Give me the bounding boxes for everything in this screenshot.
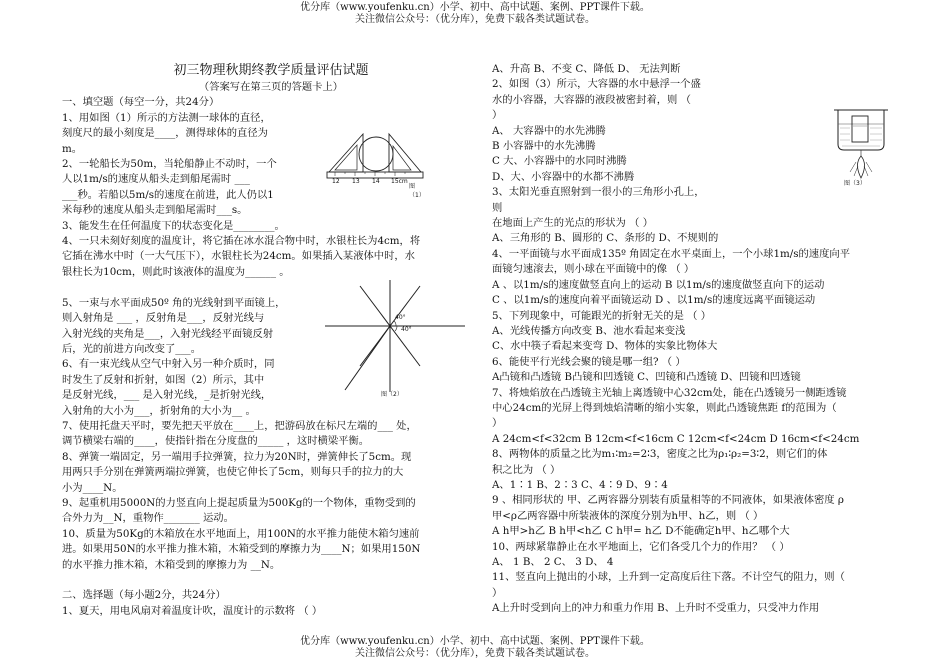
page-footer: [0, 636, 950, 660]
right-question-line: A、1∶1 B、2∶3 C、4∶9 D、9∶4: [492, 478, 668, 491]
right-question-line: A上升时受到向上的冲力和重力作用 B、上升时不受重力，只受冲力作用: [492, 602, 820, 615]
left-question-line: ___秒。若船以5m/s的速度在前进，此人仍以1: [62, 188, 274, 201]
right-question-line: A、升高 B、不变 C、降低 D、 无法判断: [492, 63, 681, 75]
left-question-line: 是反射光线，___ 是入射光线，_是折射光线，: [62, 389, 272, 402]
angle-label-upper: 40°: [395, 314, 406, 321]
left-question-line: 合外力为__N，重物作_______ 运动。: [62, 512, 234, 525]
left-question-line: 7、使用托盘天平时，要先把天平放在____上，把游码放在标尺左端的___ 处，: [62, 419, 417, 432]
right-question-line: 9 、相同形状的 甲、乙两容器分别装有质量相等的不同液体，如果液体密度 ρ: [492, 494, 844, 507]
angle-label-lower: 40°: [401, 326, 412, 333]
left-question-line: 2、一轮船长为50m，当轮船静止不动时，一个: [62, 158, 277, 171]
right-question-line: A、 1 B、 2 C、 3 D、 4: [492, 556, 614, 568]
left-question-line: 它插在沸水中时（一大气压下），水银柱长为24cm。如果插入某液体中时，水: [62, 250, 415, 263]
left-question-line: 则入射角是 ___ ，反射角是___，反射光线与: [62, 312, 265, 325]
figure-1-caption: 图（1）: [409, 183, 425, 199]
ruler-tick-15cm: 15cm: [391, 178, 408, 185]
right-question-line: 面镜匀速滚去，则小球在平面镜中的像 （ ）: [492, 263, 695, 276]
left-question-line: 二、选择题（每小题2分，共24分）: [62, 589, 226, 602]
left-question-line: 调节横梁右端的____，使指针指在分度盘的_____ ，这时横梁平衡。: [62, 435, 370, 448]
left-question-line: 10、质量为50Kg的木箱放在水平地面上，用100N的水平推力能使木箱匀速前: [62, 527, 420, 540]
left-question-line: 小为____N。: [62, 481, 123, 494]
right-question-line: 11、竖直向上抛出的小球，上升到一定高度后往下落。不计空气的阻力，则（: [492, 571, 845, 584]
right-question-line: 则: [492, 201, 503, 214]
right-question-line: C 大、小容器中的水同时沸腾: [492, 155, 627, 168]
left-question-line: m。: [62, 142, 83, 155]
header-line-1: 优分库（www.youfenku.cn）小学、初中、高中试题、案例、PPT课件下载。: [300, 2, 650, 13]
left-question-line: 4、一只未刻好刻度的温度计，将它插在冰水混合物中时，水银柱长为4cm，将: [62, 235, 421, 248]
ruler-tick-12: 12: [332, 178, 340, 185]
right-question-line: D、大、小容器中的水都不沸腾: [492, 170, 635, 183]
left-question-line: 3、能发生在任何温度下的状态变化是________。: [62, 219, 285, 232]
footer-line-2: 关注微信公众号：（优分库），免费下载各类试题试卷。: [355, 648, 595, 659]
left-question-line: 时发生了反射和折射，如图（2）所示，其中: [62, 373, 265, 386]
left-question-line: 用两只手分别在弹簧两端拉弹簧，也使它伸长了5cm，则每只手的拉力的大: [62, 466, 404, 479]
figure-3-caption: 图（3）: [844, 180, 866, 187]
left-question-line: 刻度尺的最小刻度是____，测得球体的直径为: [62, 127, 268, 140]
left-question-line: 1、用如图（1）所示的方法测一球体的直径，: [62, 111, 271, 124]
right-question-line: 积之比为 （ ）: [492, 463, 561, 476]
right-question-line: 甲<ρ乙两容器中所装液体的深度分别为h甲、h乙，则 （ ）: [492, 509, 764, 522]
left-question-line: 8、弹簧一端固定，另一端用手拉弹簧，拉力为20N时，弹簧伸长了5cm。现: [62, 450, 412, 463]
left-question-line: 银柱长为10cm，则此时该液体的温度为______ 。: [62, 265, 290, 278]
right-question-line: A凸镜和凸透镜 B凸镜和凹透镜 C、凹镜和凸透镜 D、凹镜和凹透镜: [492, 371, 801, 384]
right-question-line: 5、下列现象中，可能跟光的折射无关的是 （ ）: [492, 309, 712, 322]
header-line-2: 关注微信公众号：（优分库），免费下载各类试题试卷。: [355, 14, 595, 25]
right-question-line: A、 大容器中的水先沸腾: [492, 124, 606, 137]
exam-subtitle: （答案写在第三页的答题卡上）: [198, 81, 344, 93]
right-question-line: A 、以1m/s的速度做竖直向上的运动 B 以1m/s的速度做竖直向下的运动: [492, 278, 825, 291]
figure-2-caption: 图（2）: [381, 391, 403, 398]
footer-line-1: 优分库（www.youfenku.cn）小学、初中、高中试题、案例、PPT课件下载。: [300, 636, 650, 647]
exam-title: 初三物理秋期终教学质量评估试题: [173, 63, 369, 78]
right-question-line: 8、两物体的质量之比为m₁∶m₂=2∶3，密度之比为ρ₁∶ρ₂=3∶2，则它们的体: [492, 448, 828, 461]
right-question-line: ）: [492, 109, 503, 122]
left-question-line: 的水平推力推木箱，木箱受到的摩擦力为 __N。: [62, 558, 281, 571]
left-question-line: 9、起重机用5000N的力竖直向上提起质量为500Kg的一个物体，重物受到的: [62, 496, 416, 509]
left-question-line: 6、有一束光线从空气中射入另一种介质时，同: [62, 358, 275, 371]
left-question-line: 入射光线的夹角是___，入射光线经平面镜反射: [62, 327, 274, 340]
left-question-line: 1、夏天，用电风扇对着温度计吹，温度计的示数将 （ ）: [62, 604, 323, 617]
left-question-line: 米每秒的速度从船头走到船尾需时___s。: [62, 204, 248, 217]
right-question-line: C 、以1m/s的速度向着平面镜运动 D 、以1m/s的速度远离平面镜运动: [492, 294, 816, 307]
right-question-line: A、光线传播方向改变 B、池水看起来变浅: [492, 324, 686, 337]
figure-1-ruler-diagram: [325, 130, 425, 199]
left-question-line: 人以1m/s的速度从船头走到船尾需时 ___: [62, 173, 250, 186]
right-question-line: 水的小容器，大容器的液段被密封着，则 （: [492, 93, 691, 106]
ruler-tick-14: 14: [372, 178, 380, 185]
ruler-tick-13: 13: [352, 178, 360, 185]
left-question-line: 进。如果用50N的水平推力推木箱，木箱受到的摩擦力为____N；如果用150N: [62, 543, 421, 556]
right-question-line: 2、如图（3）所示，大容器的水中悬浮一个盛: [492, 78, 701, 91]
right-question-line: 4、一平面镜与水平面成135º 角固定在水平桌面上，一个小球1m/s的速度向平: [492, 247, 850, 260]
right-question-line: A、三角形的 B、圆形的 C、条形的 D、不规则的: [492, 232, 719, 245]
right-question-line: A 24cm<f<32cm B 12cm<f<16cm C 12cm<f<24cm D 16cm<f<24cm: [492, 432, 860, 445]
figure-3-container-diagram: [830, 102, 892, 188]
right-question-line: 在地面上产生的光点的形状为 （ ）: [492, 217, 653, 230]
right-question-line: B 小容器中的水先沸腾: [492, 140, 596, 153]
right-question-line: ）: [492, 586, 503, 599]
left-question-line: [62, 573, 480, 588]
right-question-line: C、水中筷子看起来变弯 D、物体的实象比物体大: [492, 340, 718, 353]
left-question-line: 一、填空题（每空一分，共24分）: [62, 96, 220, 109]
left-question-line: 后，光的前进方向改变了___。: [62, 342, 202, 355]
right-question-line: ）: [492, 417, 503, 430]
right-question-line: 3、太阳光垂直照射到一很小的三角形小孔上，: [492, 186, 705, 199]
figure-2-light-rays-diagram: [325, 278, 465, 398]
right-question-line: 6、能使平行光线会聚的镜是哪一组? （ ）: [492, 355, 686, 368]
left-question-line: 入射角的大小为___，折射角的大小为__ 。: [62, 404, 256, 417]
right-question-line: A h甲>h乙 B h甲<h乙 C h甲= h乙 D不能确定h甲、h乙哪个大: [492, 525, 790, 538]
right-question-line: 10、两球紧靠静止在水平地面上，它们各受几个力的作用？ （ ）: [492, 540, 790, 553]
page-header: [0, 2, 950, 26]
right-question-line: 中心24cm的光屏上得到烛焰清晰的缩小实象，则此凸透镜焦距 f的范围为（: [492, 401, 837, 414]
right-question-line: 7、将烛焰放在凸透镜主光轴上离透镜中心32cm处，能在凸透镜另一侧距透镜: [492, 386, 847, 399]
left-question-line: 5、一束与水平面成50º 角的光线射到平面镜上，: [62, 296, 286, 309]
